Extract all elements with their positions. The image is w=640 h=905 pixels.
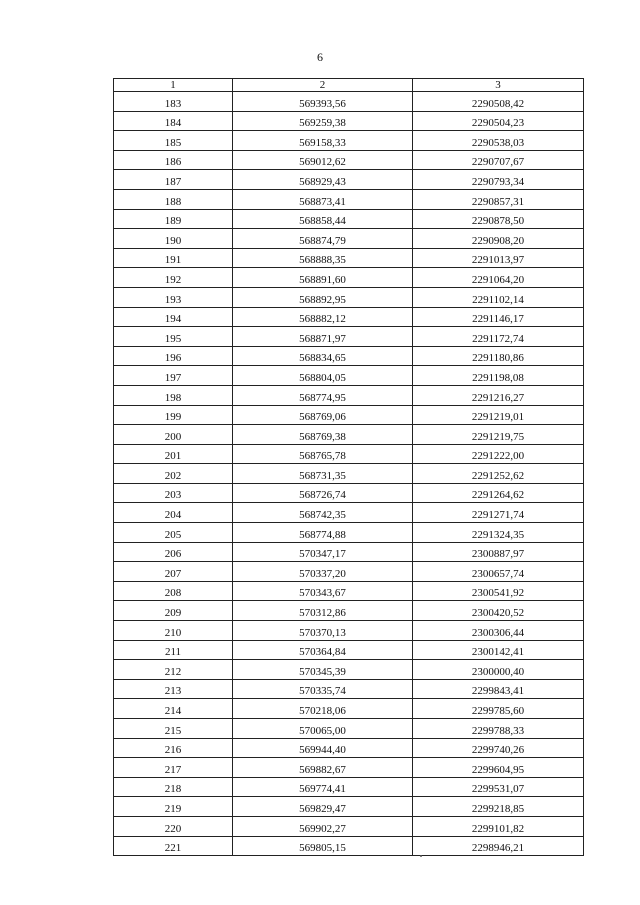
y-coordinate-cell: 2291146,17 <box>413 307 584 327</box>
point-number-cell: 195 <box>114 327 233 347</box>
table-row <box>114 464 584 484</box>
table-row <box>114 150 584 170</box>
y-coordinate-cell: 2290538,03 <box>413 131 584 151</box>
point-number-cell: 197 <box>114 366 233 386</box>
table-row <box>114 209 584 229</box>
y-coordinate-cell: 2291324,35 <box>413 523 584 543</box>
x-coordinate-cell: 570364,84 <box>233 640 413 660</box>
x-coordinate-cell: 570337,20 <box>233 562 413 582</box>
y-coordinate-cell: 2291180,86 <box>413 346 584 366</box>
y-coordinate-cell: 2291264,62 <box>413 483 584 503</box>
x-coordinate-cell: 570345,39 <box>233 660 413 680</box>
y-coordinate-cell: 2290707,67 <box>413 150 584 170</box>
y-coordinate-cell: 2290857,31 <box>413 189 584 209</box>
table-row <box>114 836 584 856</box>
x-coordinate-cell: 570347,17 <box>233 542 413 562</box>
y-coordinate-cell: 2291271,74 <box>413 503 584 523</box>
x-coordinate-cell: 569805,15 <box>233 836 413 856</box>
point-number-cell: 189 <box>114 209 233 229</box>
x-coordinate-cell: 568858,44 <box>233 209 413 229</box>
y-coordinate-cell: 2290508,42 <box>413 92 584 112</box>
y-coordinate-cell: 2299788,33 <box>413 719 584 739</box>
table-row <box>114 405 584 425</box>
point-number-cell: 199 <box>114 405 233 425</box>
x-coordinate-cell: 569902,27 <box>233 816 413 836</box>
y-coordinate-cell: 2291219,01 <box>413 405 584 425</box>
x-coordinate-cell: 569944,40 <box>233 738 413 758</box>
table-row <box>114 346 584 366</box>
x-coordinate-cell: 569882,67 <box>233 758 413 778</box>
x-coordinate-cell: 568888,35 <box>233 248 413 268</box>
point-number-cell: 190 <box>114 229 233 249</box>
x-coordinate-cell: 568765,78 <box>233 444 413 464</box>
y-coordinate-cell: 2290793,34 <box>413 170 584 190</box>
y-coordinate-cell: 2300306,44 <box>413 621 584 641</box>
y-coordinate-cell: 2300541,92 <box>413 581 584 601</box>
x-coordinate-cell: 570065,00 <box>233 719 413 739</box>
x-coordinate-cell: 568769,38 <box>233 425 413 445</box>
point-number-cell: 218 <box>114 777 233 797</box>
table-row <box>114 366 584 386</box>
point-number-cell: 184 <box>114 111 233 131</box>
y-coordinate-cell: 2300000,40 <box>413 660 584 680</box>
point-number-cell: 220 <box>114 816 233 836</box>
column-header-3: 3 <box>413 79 584 92</box>
table-row <box>114 562 584 582</box>
table-row <box>114 229 584 249</box>
x-coordinate-cell: 568871,97 <box>233 327 413 347</box>
table-row <box>114 777 584 797</box>
y-coordinate-cell: 2299218,85 <box>413 797 584 817</box>
y-coordinate-cell: 2291102,14 <box>413 287 584 307</box>
y-coordinate-cell: 2300887,97 <box>413 542 584 562</box>
point-number-cell: 219 <box>114 797 233 817</box>
table-row <box>114 640 584 660</box>
x-coordinate-cell: 568774,88 <box>233 523 413 543</box>
table-row <box>114 189 584 209</box>
x-coordinate-cell: 568774,95 <box>233 385 413 405</box>
table-row <box>114 307 584 327</box>
x-coordinate-cell: 568731,35 <box>233 464 413 484</box>
y-coordinate-cell: 2290908,20 <box>413 229 584 249</box>
y-coordinate-cell: 2299604,95 <box>413 758 584 778</box>
point-number-cell: 188 <box>114 189 233 209</box>
table-row <box>114 601 584 621</box>
table-body <box>114 92 584 856</box>
y-coordinate-cell: 2291216,27 <box>413 385 584 405</box>
page-number: 6 <box>317 50 323 64</box>
point-number-cell: 203 <box>114 483 233 503</box>
point-number-cell: 191 <box>114 248 233 268</box>
x-coordinate-cell: 568882,12 <box>233 307 413 327</box>
scan-speck <box>420 855 422 857</box>
point-number-cell: 215 <box>114 719 233 739</box>
table-row <box>114 699 584 719</box>
point-number-cell: 194 <box>114 307 233 327</box>
table-row <box>114 111 584 131</box>
point-number-cell: 198 <box>114 385 233 405</box>
y-coordinate-cell: 2291222,00 <box>413 444 584 464</box>
x-coordinate-cell: 569012,62 <box>233 150 413 170</box>
point-number-cell: 183 <box>114 92 233 112</box>
point-number-cell: 214 <box>114 699 233 719</box>
column-header-1: 1 <box>114 79 233 92</box>
point-number-cell: 192 <box>114 268 233 288</box>
y-coordinate-cell: 2299740,26 <box>413 738 584 758</box>
y-coordinate-cell: 2291013,97 <box>413 248 584 268</box>
point-number-cell: 210 <box>114 621 233 641</box>
table-row <box>114 758 584 778</box>
x-coordinate-cell: 568804,05 <box>233 366 413 386</box>
table-row <box>114 131 584 151</box>
x-coordinate-cell: 570218,06 <box>233 699 413 719</box>
x-coordinate-cell: 568929,43 <box>233 170 413 190</box>
point-number-cell: 216 <box>114 738 233 758</box>
point-number-cell: 201 <box>114 444 233 464</box>
y-coordinate-cell: 2291064,20 <box>413 268 584 288</box>
point-number-cell: 186 <box>114 150 233 170</box>
table-row <box>114 503 584 523</box>
x-coordinate-cell: 570343,67 <box>233 581 413 601</box>
x-coordinate-cell: 568726,74 <box>233 483 413 503</box>
x-coordinate-cell: 569393,56 <box>233 92 413 112</box>
table-row <box>114 444 584 464</box>
point-number-cell: 187 <box>114 170 233 190</box>
y-coordinate-cell: 2299531,07 <box>413 777 584 797</box>
table-row <box>114 660 584 680</box>
point-number-cell: 206 <box>114 542 233 562</box>
x-coordinate-cell: 569774,41 <box>233 777 413 797</box>
y-coordinate-cell: 2291219,75 <box>413 425 584 445</box>
table-row <box>114 581 584 601</box>
point-number-cell: 196 <box>114 346 233 366</box>
x-coordinate-cell: 568742,35 <box>233 503 413 523</box>
point-number-cell: 208 <box>114 581 233 601</box>
y-coordinate-cell: 2300657,74 <box>413 562 584 582</box>
y-coordinate-cell: 2291252,62 <box>413 464 584 484</box>
table-row <box>114 816 584 836</box>
point-number-cell: 217 <box>114 758 233 778</box>
x-coordinate-cell: 570370,13 <box>233 621 413 641</box>
table-row <box>114 542 584 562</box>
point-number-cell: 212 <box>114 660 233 680</box>
table-row <box>114 679 584 699</box>
y-coordinate-cell: 2291198,08 <box>413 366 584 386</box>
x-coordinate-cell: 569158,33 <box>233 131 413 151</box>
table-row <box>114 797 584 817</box>
point-number-cell: 211 <box>114 640 233 660</box>
point-number-cell: 209 <box>114 601 233 621</box>
x-coordinate-cell: 568892,95 <box>233 287 413 307</box>
point-number-cell: 204 <box>114 503 233 523</box>
table-row <box>114 621 584 641</box>
table-row <box>114 483 584 503</box>
y-coordinate-cell: 2290878,50 <box>413 209 584 229</box>
y-coordinate-cell: 2298946,21 <box>413 836 584 856</box>
x-coordinate-cell: 569829,47 <box>233 797 413 817</box>
y-coordinate-cell: 2291172,74 <box>413 327 584 347</box>
point-number-cell: 185 <box>114 131 233 151</box>
point-number-cell: 213 <box>114 679 233 699</box>
x-coordinate-cell: 568769,06 <box>233 405 413 425</box>
table-row <box>114 287 584 307</box>
x-coordinate-cell: 568891,60 <box>233 268 413 288</box>
y-coordinate-cell: 2300420,52 <box>413 601 584 621</box>
x-coordinate-cell: 570312,86 <box>233 601 413 621</box>
table-row <box>114 170 584 190</box>
y-coordinate-cell: 2300142,41 <box>413 640 584 660</box>
x-coordinate-cell: 568874,79 <box>233 229 413 249</box>
table-row <box>114 248 584 268</box>
x-coordinate-cell: 569259,38 <box>233 111 413 131</box>
table-row <box>114 92 584 112</box>
x-coordinate-cell: 570335,74 <box>233 679 413 699</box>
y-coordinate-cell: 2299785,60 <box>413 699 584 719</box>
y-coordinate-cell: 2290504,23 <box>413 111 584 131</box>
coordinates-table <box>113 78 584 856</box>
table-row <box>114 327 584 347</box>
point-number-cell: 221 <box>114 836 233 856</box>
table-row <box>114 425 584 445</box>
point-number-cell: 207 <box>114 562 233 582</box>
y-coordinate-cell: 2299101,82 <box>413 816 584 836</box>
point-number-cell: 205 <box>114 523 233 543</box>
x-coordinate-cell: 568873,41 <box>233 189 413 209</box>
y-coordinate-cell: 2299843,41 <box>413 679 584 699</box>
table-row <box>114 523 584 543</box>
table-header-row <box>114 79 584 92</box>
x-coordinate-cell: 568834,65 <box>233 346 413 366</box>
point-number-cell: 200 <box>114 425 233 445</box>
table-row <box>114 268 584 288</box>
point-number-cell: 193 <box>114 287 233 307</box>
table-row <box>114 738 584 758</box>
table-row <box>114 385 584 405</box>
point-number-cell: 202 <box>114 464 233 484</box>
column-header-2: 2 <box>233 79 413 92</box>
table-row <box>114 719 584 739</box>
